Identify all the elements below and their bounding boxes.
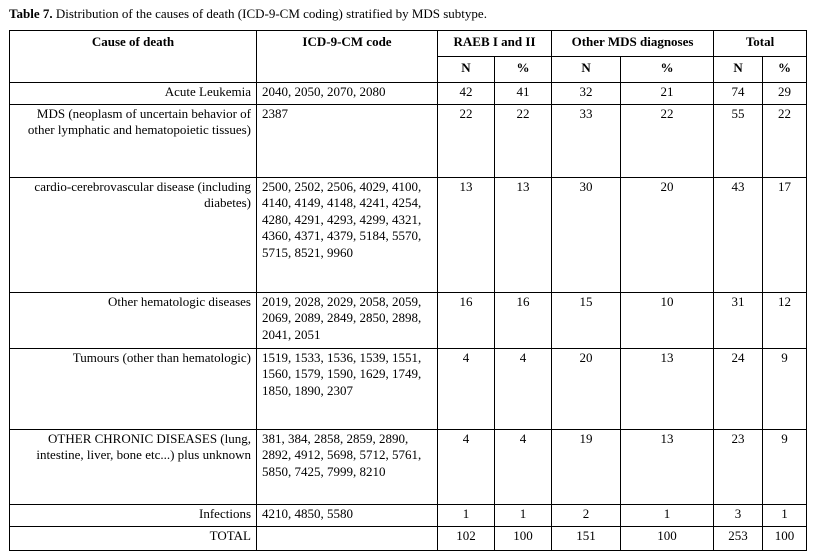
table-row: [10, 293, 807, 349]
icd-code-cell: 2040, 2050, 2070, 2080: [257, 83, 438, 105]
count-cell: 30: [552, 178, 621, 293]
percent-cell: 1: [763, 505, 807, 527]
icd-code-cell: 2500, 2502, 2506, 4029, 4100, 4140, 4149, 4148, 4241, 4254, 4280, 4291, 4293, 4299, 4321, 4360, 4371, 4379, 5184, 5570, 5715, 8521, 9960: [257, 178, 438, 293]
subheader-pct: %: [763, 57, 807, 83]
count-cell: 253: [714, 527, 763, 551]
header-total: Total: [714, 31, 807, 57]
percent-cell: 10: [621, 293, 714, 349]
cause-cell: MDS (neoplasm of uncertain behavior of other lymphatic and hematopoietic tissues): [10, 105, 257, 178]
subheader-pct: %: [495, 57, 552, 83]
count-cell: 4: [438, 349, 495, 430]
header-raeb: RAEB I and II: [438, 31, 552, 57]
caption-text: Distribution of the causes of death (ICD-9-CM coding) stratified by MDS subtype.: [55, 6, 487, 21]
cause-cell: Other hematologic diseases: [10, 293, 257, 349]
icd-code-cell: 1519, 1533, 1536, 1539, 1551, 1560, 1579, 1590, 1629, 1749, 1850, 1890, 2307: [257, 349, 438, 430]
header-cause: Cause of death: [10, 31, 257, 83]
count-cell: 15: [552, 293, 621, 349]
caption-label: Table 7.: [9, 6, 53, 21]
percent-cell: 100: [763, 527, 807, 551]
icd-code-cell: [257, 527, 438, 551]
count-cell: 31: [714, 293, 763, 349]
percent-cell: 9: [763, 430, 807, 505]
causes-of-death-table: [9, 30, 807, 551]
cause-cell: Tumours (other than hematologic): [10, 349, 257, 430]
table-row: [10, 349, 807, 430]
subheader-n: N: [552, 57, 621, 83]
percent-cell: 21: [621, 83, 714, 105]
count-cell: 2: [552, 505, 621, 527]
subheader-pct: %: [621, 57, 714, 83]
count-cell: 22: [438, 105, 495, 178]
table-row: [10, 83, 807, 105]
count-cell: 24: [714, 349, 763, 430]
cause-cell: Infections: [10, 505, 257, 527]
count-cell: 102: [438, 527, 495, 551]
percent-cell: 22: [495, 105, 552, 178]
subheader-n: N: [714, 57, 763, 83]
percent-cell: 22: [621, 105, 714, 178]
percent-cell: 12: [763, 293, 807, 349]
count-cell: 74: [714, 83, 763, 105]
header-code: ICD-9-CM code: [257, 31, 438, 83]
percent-cell: 100: [495, 527, 552, 551]
percent-cell: 4: [495, 430, 552, 505]
icd-code-cell: 2019, 2028, 2029, 2058, 2059, 2069, 2089, 2849, 2850, 2898, 2041, 2051: [257, 293, 438, 349]
cause-cell: cardio-cerebrovascular disease (including diabetes): [10, 178, 257, 293]
header-row: [10, 31, 807, 57]
icd-code-cell: 381, 384, 2858, 2859, 2890, 2892, 4912, 5698, 5712, 5761, 5850, 7425, 7999, 8210: [257, 430, 438, 505]
count-cell: 43: [714, 178, 763, 293]
percent-cell: 13: [621, 430, 714, 505]
count-cell: 3: [714, 505, 763, 527]
icd-code-cell: 4210, 4850, 5580: [257, 505, 438, 527]
percent-cell: 1: [495, 505, 552, 527]
count-cell: 1: [438, 505, 495, 527]
percent-cell: 13: [621, 349, 714, 430]
percent-cell: 100: [621, 527, 714, 551]
subheader-n: N: [438, 57, 495, 83]
table-row: [10, 505, 807, 527]
percent-cell: 29: [763, 83, 807, 105]
count-cell: 4: [438, 430, 495, 505]
percent-cell: 16: [495, 293, 552, 349]
count-cell: 32: [552, 83, 621, 105]
percent-cell: 17: [763, 178, 807, 293]
percent-cell: 13: [495, 178, 552, 293]
header-other-mds: Other MDS diagnoses: [552, 31, 714, 57]
count-cell: 33: [552, 105, 621, 178]
count-cell: 19: [552, 430, 621, 505]
table-row: [10, 105, 807, 178]
count-cell: 23: [714, 430, 763, 505]
percent-cell: 9: [763, 349, 807, 430]
table-row: [10, 178, 807, 293]
table-caption: [9, 6, 487, 22]
count-cell: 42: [438, 83, 495, 105]
count-cell: 20: [552, 349, 621, 430]
count-cell: 16: [438, 293, 495, 349]
table-row: [10, 430, 807, 505]
cause-cell: Acute Leukemia: [10, 83, 257, 105]
cause-cell: TOTAL: [10, 527, 257, 551]
count-cell: 151: [552, 527, 621, 551]
percent-cell: 20: [621, 178, 714, 293]
percent-cell: 22: [763, 105, 807, 178]
count-cell: 55: [714, 105, 763, 178]
count-cell: 13: [438, 178, 495, 293]
table-row: [10, 527, 807, 551]
percent-cell: 4: [495, 349, 552, 430]
icd-code-cell: 2387: [257, 105, 438, 178]
percent-cell: 41: [495, 83, 552, 105]
cause-cell: OTHER CHRONIC DISEASES (lung, intestine, liver, bone etc...) plus unknown: [10, 430, 257, 505]
percent-cell: 1: [621, 505, 714, 527]
